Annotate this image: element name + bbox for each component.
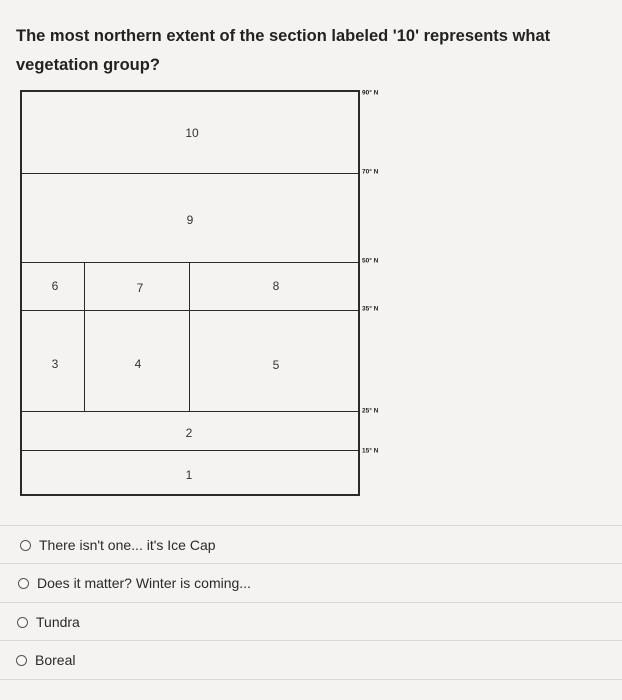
zone-label-8: 8 bbox=[272, 279, 280, 293]
radio-button[interactable] bbox=[20, 540, 31, 551]
latitude-label-25n: 25° N bbox=[362, 407, 379, 415]
boundary-35n bbox=[22, 310, 358, 311]
zone-label-5: 5 bbox=[272, 358, 280, 372]
answer-option-ice-cap[interactable] bbox=[0, 525, 622, 564]
boundary-15n bbox=[22, 450, 358, 451]
boundary-70n bbox=[22, 173, 358, 174]
zone-label-7: 7 bbox=[136, 281, 144, 295]
zone-label-3: 3 bbox=[51, 357, 59, 371]
answer-option-label: Does it matter? Winter is coming... bbox=[37, 575, 251, 591]
zone-label-6: 6 bbox=[51, 279, 59, 293]
latitude-label-35n: 35° N bbox=[362, 305, 379, 313]
latitude-label-70n: 70° N bbox=[362, 168, 379, 176]
answer-option-label: Tundra bbox=[36, 614, 80, 630]
radio-button[interactable] bbox=[17, 617, 28, 628]
vegetation-zone-diagram bbox=[20, 90, 360, 496]
zone-label-9: 9 bbox=[186, 213, 194, 227]
radio-button[interactable] bbox=[18, 578, 29, 589]
answer-option-tundra[interactable] bbox=[0, 602, 622, 641]
zone-label-2: 2 bbox=[185, 426, 193, 440]
question-text: The most northern extent of the section labeled '10' represents what vegetation group? bbox=[16, 27, 551, 74]
zone-label-4: 4 bbox=[134, 357, 142, 371]
answer-option-boreal[interactable] bbox=[0, 640, 622, 680]
divider-6-7 bbox=[84, 262, 85, 412]
zone-label-10: 10 bbox=[185, 126, 199, 140]
zone-label-1: 1 bbox=[185, 468, 193, 482]
latitude-label-50n: 50° N bbox=[362, 257, 379, 265]
boundary-25n bbox=[22, 411, 358, 412]
answer-option-label: There isn't one... it's Ice Cap bbox=[39, 537, 216, 553]
answer-option-winter[interactable] bbox=[0, 563, 622, 602]
divider-7-8 bbox=[189, 262, 190, 412]
radio-button[interactable] bbox=[16, 655, 27, 666]
answer-option-label: Boreal bbox=[35, 652, 76, 668]
latitude-label-90n: 90° N bbox=[362, 89, 379, 97]
boundary-50n bbox=[22, 262, 358, 263]
latitude-label-15n: 15° N bbox=[362, 447, 379, 455]
